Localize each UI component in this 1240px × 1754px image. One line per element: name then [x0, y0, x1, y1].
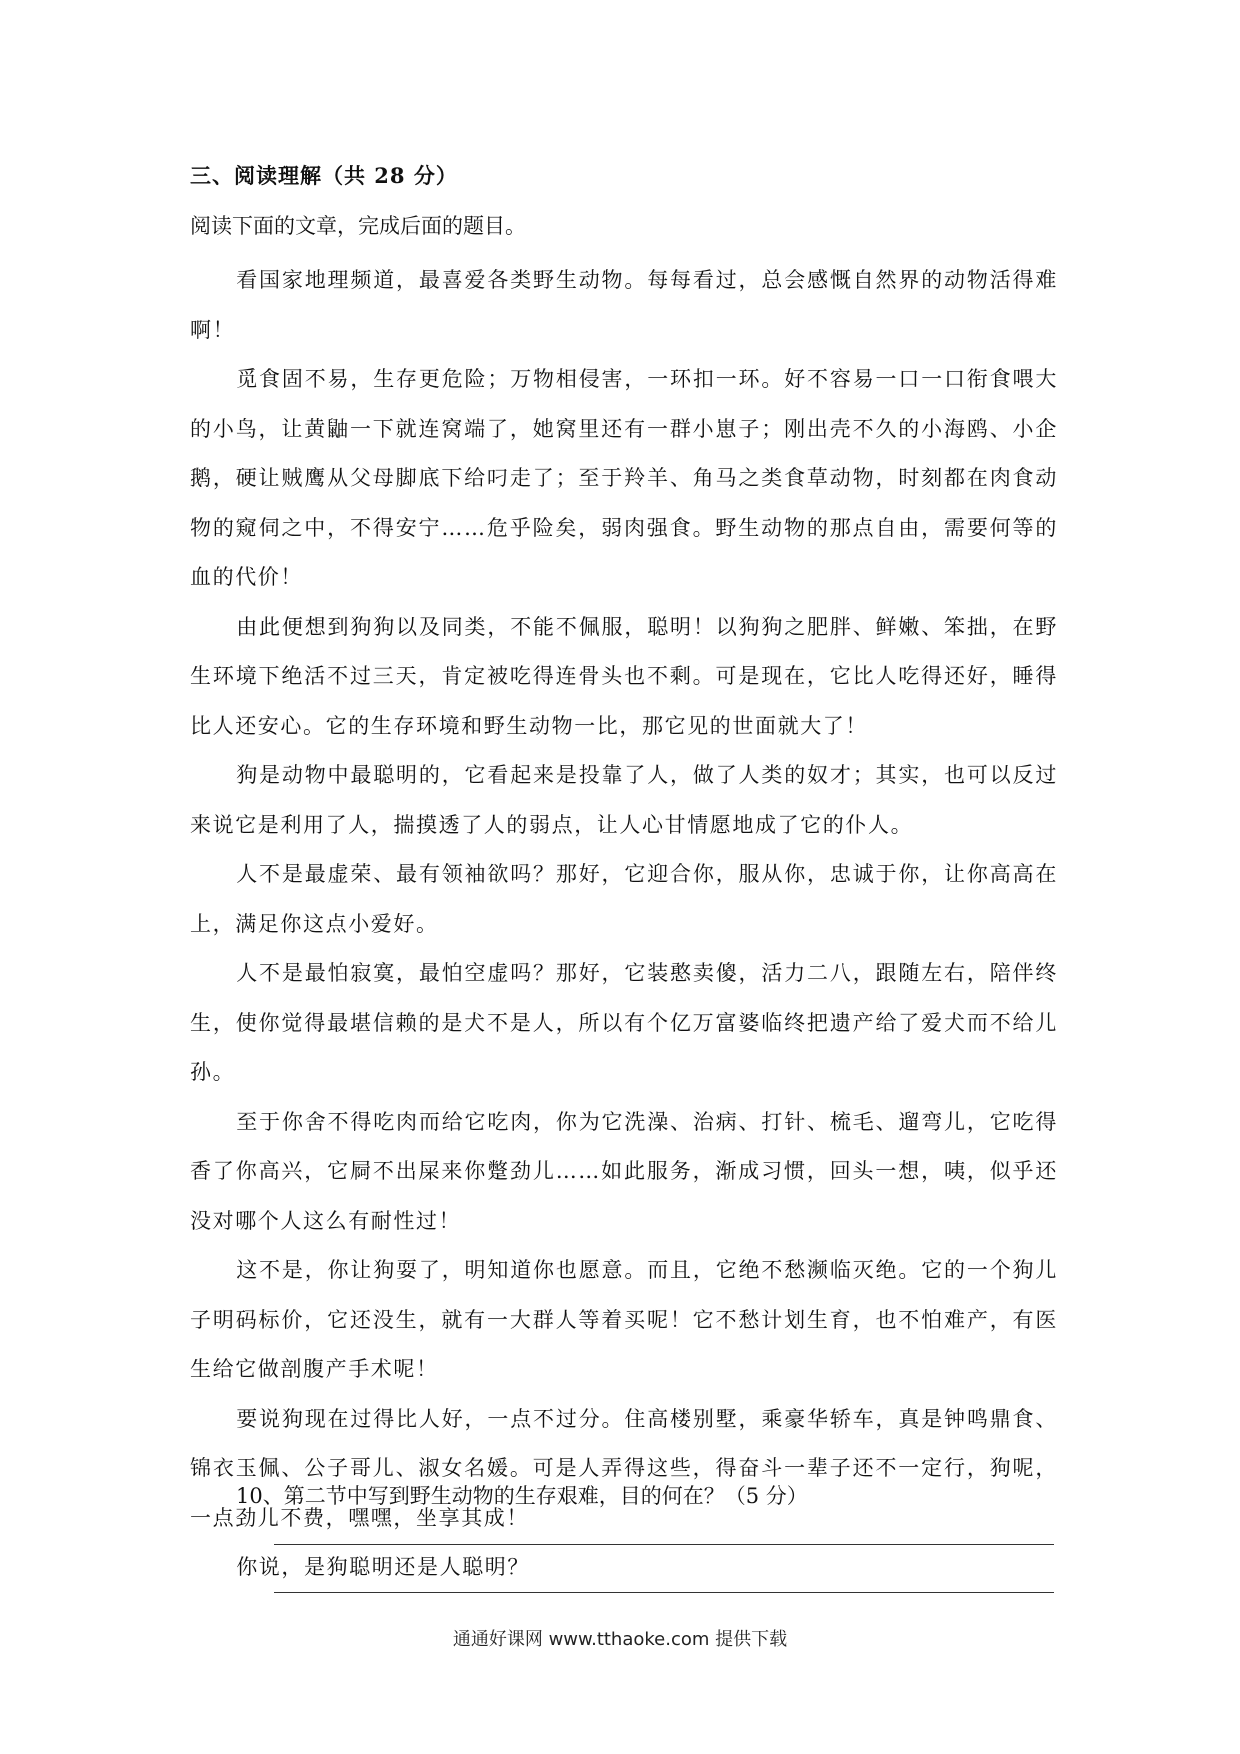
- answer-line: [274, 1592, 1054, 1593]
- article-paragraph: 人不是最虚荣、最有领袖欲吗？那好，它迎合你，服从你，忠诚于你，让你高高在上，满足你这点小爱好。: [190, 862, 1058, 936]
- article-paragraph: 要说狗现在过得比人好，一点不过分。住高楼别墅，乘豪华轿车，真是钟鸣鼎食、锦衣玉佩、公子哥儿、淑女名媛。可是人弄得这些，得奋斗一辈子还不一定行，狗呢，一点劲儿不费，嘿嘿，坐享其成！: [190, 1406, 1058, 1530]
- article-paragraph: 人不是最怕寂寞，最怕空虚吗？那好，它装憨卖傻，活力二八，跟随左右，陪伴终生，使你觉得最堪信赖的是犬不是人，所以有个亿万富婆临终把遗产给了爱犬而不给儿孙。: [190, 961, 1058, 1084]
- question-10: 10、第二节中写到野生动物的生存艰难，目的何在？（5 分）: [236, 1484, 808, 1508]
- reading-instruction: 阅读下面的文章，完成后面的题目。: [190, 214, 526, 238]
- section-title: 三、阅读理解（共 28 分）: [190, 163, 458, 188]
- page-footer: 通通好课网 www.tthaoke.com 提供下载: [452, 1629, 788, 1650]
- article-paragraph: 狗是动物中最聪明的，它看起来是投靠了人，做了人类的奴才；其实，也可以反过来说它是利用了人，揣摸透了人的弱点，让人心甘情愿地成了它的仆人。: [190, 763, 1058, 837]
- article-paragraph: 至于你舍不得吃肉而给它吃肉，你为它洗澡、治病、打针、梳毛、遛弯儿，它吃得香了你高兴，它屙不出屎来你蹩劲儿……如此服务，渐成习惯，回头一想，咦，似乎还没对哪个人这么有耐性过！: [190, 1109, 1058, 1233]
- reading-article: [190, 256, 1058, 1593]
- article-paragraph: 觅食固不易，生存更危险；万物相侵害，一环扣一环。好不容易一口一口衔食喂大的小鸟，让黄鼬一下就连窝端了，她窝里还有一群小崽子；刚出壳不久的小海鸥、小企鹅，硬让贼鹰从父母脚底下给叼走了；至于羚羊、角马之类食草动物，时刻都在肉食动物的窥伺之中，不得安宁……危乎险矣，弱肉强食。野生动物的那点自由，需要何等的血的代价！: [190, 367, 1058, 589]
- article-paragraph: 看国家地理频道，最喜爱各类野生动物。每每看过，总会感慨自然界的动物活得难啊！: [190, 268, 1058, 342]
- article-paragraph: 由此便想到狗狗以及同类，不能不佩服，聪明！以狗狗之肥胖、鲜嫩、笨拙，在野生环境下绝活不过三天，肯定被吃得连骨头也不剩。可是现在，它比人吃得还好，睡得比人还安心。它的生存环境和野生动物一比，那它见的世面就大了！: [190, 614, 1058, 738]
- answer-line: [274, 1544, 1054, 1545]
- article-paragraph: 这不是，你让狗耍了，明知道你也愿意。而且，它绝不愁濒临灭绝。它的一个狗儿子明码标价，它还没生，就有一大群人等着买呢！它不愁计划生育，也不怕难产，有医生给它做剖腹产手术呢！: [190, 1258, 1058, 1381]
- article-paragraph: 你说，是狗聪明还是人聪明？: [236, 1555, 530, 1579]
